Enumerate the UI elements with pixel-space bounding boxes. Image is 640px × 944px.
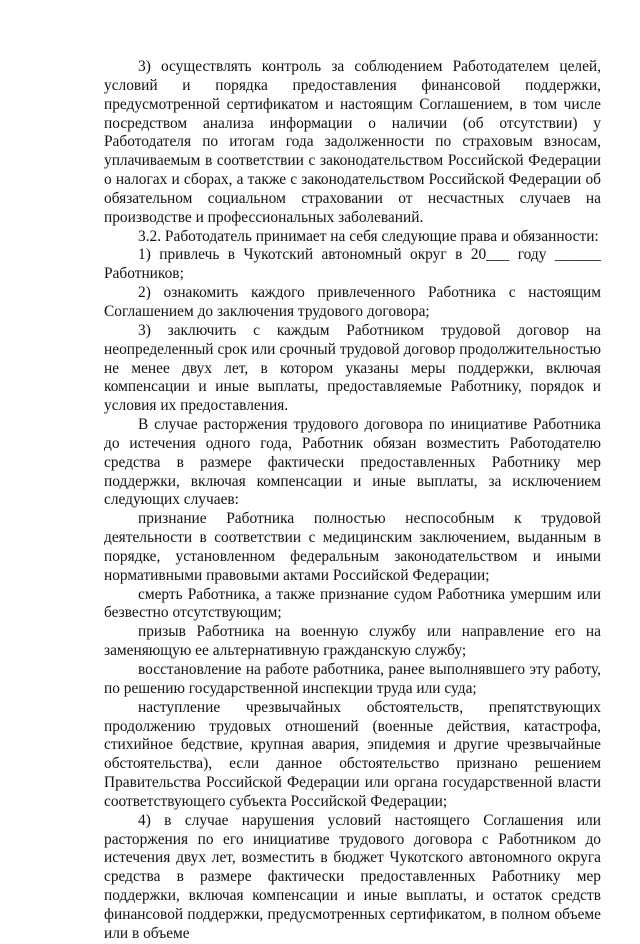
document-page — [104, 58, 601, 944]
paragraph-exception-disability: признание Работника полностью неспособным к трудовой деятельности в соответствии с медицинским заключением, выданным в порядке, установленном федеральным законодательством и иными нормативными правовыми актами Российской Федерации; — [104, 510, 601, 584]
paragraph-exception-death: смерть Работника, а также признание судом Работника умершим или безвестно отсутствующим; — [104, 585, 601, 622]
paragraph-item-1: 1) привлечь в Чукотский автономный округ в 20___ году ______ Работников; — [104, 246, 601, 283]
paragraph-item-3: 3) заключить с каждым Работником трудовой договор на неопределенный срок или срочный трудовой договор продолжительностью не менее двух лет, в котором указаны меры поддержки, включая компенсации и иные выплаты, предоставляемые Работнику, порядок и условия их предоставления. — [104, 321, 601, 415]
paragraph-item-4: 4) в случае нарушения условий настоящего Соглашения или расторжения по его инициативе трудового договора с Работником до истечения двух лет, возместить в бюджет Чукотского автономного округа средства в размере фактически предоставленных Работнику мер поддержки, включая компенсации и иные выплаты, и остаток средств финансовой поддержки, предусмотренных сертификатом, в полном объеме или в объеме — [104, 811, 601, 942]
paragraph-exception-military: призыв Работника на военную службу или направление его на заменяющую ее альтернативную гражданскую службу; — [104, 623, 601, 660]
paragraph-employer-control: 3) осуществлять контроль за соблюдением Работодателем целей, условий и порядка предоставления финансовой поддержки, предусмотренной сертификатом и настоящим Соглашением, в том числе посредством анализа информации о наличии (об отсутствии) у Работодателя по итогам года задолженности по страховым взносам, уплачиваемым в соответствии с законодательством Российской Федерации о налогах и сборах, а также с законодательством Российской Федерации об обязательном социальном страховании от несчастных случаев на производстве и профессиональных заболеваний. — [104, 58, 601, 226]
paragraph-termination-refund: В случае расторжения трудового договора по инициативе Работника до истечения одного года, Работник обязан возместить Работодателю средства в размере фактически предоставленных Работнику мер поддержки, включая компенсации и иные выплаты, за исключением следующих случаев: — [104, 416, 601, 509]
paragraph-section-3-2: 3.2. Работодатель принимает на себя следующие права и обязанности: — [138, 227, 599, 245]
paragraph-exception-reinstatement: восстановление на работе работника, ранее выполнявшего эту работу, по решению государственной инспекции труда или суда; — [104, 661, 601, 697]
paragraph-exception-emergency: наступление чрезвычайных обстоятельств, препятствующих продолжению трудовых отношений (военные действия, катастрофа, стихийное бедствие, крупная авария, эпидемия и другие чрезвычайные обстоятельства), если данное обстоятельство признано решением Правительства Российской Федерации или органа государственной власти соответствующего субъекта Российской Федерации; — [104, 698, 601, 810]
paragraph-item-2: 2) ознакомить каждого привлеченного Работника с настоящим Соглашением до заключения трудового договора; — [104, 284, 601, 320]
